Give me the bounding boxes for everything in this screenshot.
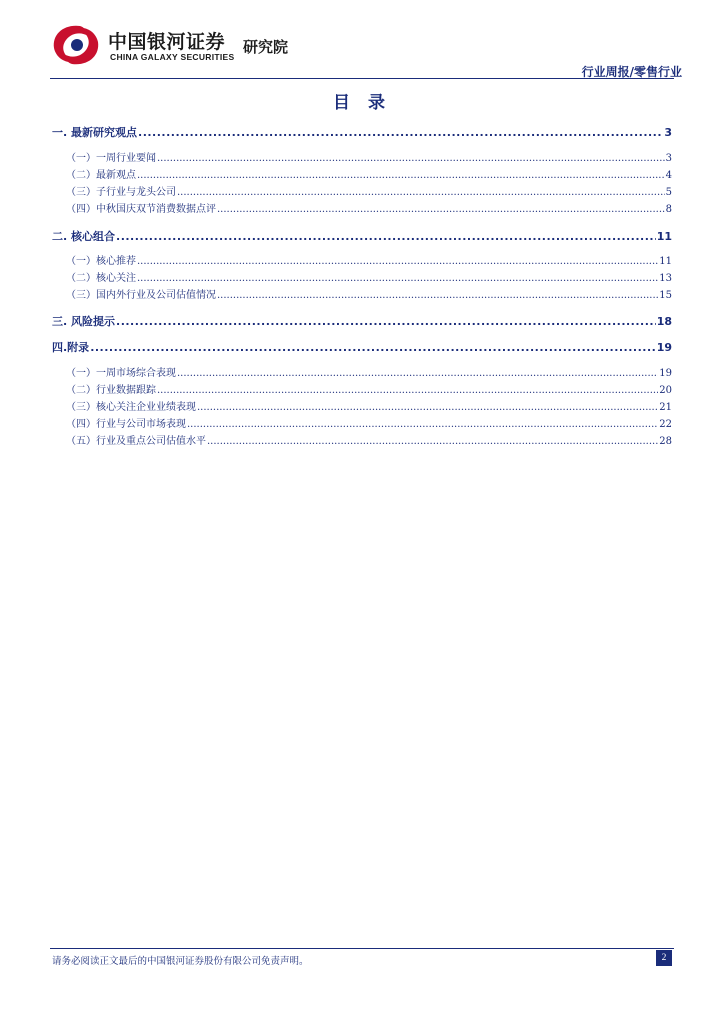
toc-entry[interactable] — [52, 230, 672, 244]
header-divider — [50, 78, 674, 79]
toc-entry-page: 15 — [659, 290, 672, 301]
institute-name: 研究院 — [243, 38, 289, 56]
galaxy-logo-icon — [50, 22, 102, 68]
toc-entry-page: 8 — [665, 204, 672, 215]
toc-entry-page: 13 — [659, 273, 672, 284]
toc-entry[interactable] — [52, 435, 672, 449]
toc-entry-page: 21 — [659, 402, 672, 413]
toc-leader-dots — [138, 126, 663, 140]
toc-entry-label: （四）中秋国庆双节消费数据点评 — [66, 204, 216, 215]
toc-entry-label: （五）行业及重点公司估值水平 — [66, 436, 206, 447]
toc-entry-page: 22 — [659, 419, 672, 430]
toc-entry[interactable] — [52, 272, 672, 286]
toc-leader-dots — [217, 289, 658, 303]
brand-name-cn: 中国银河证券 — [108, 31, 226, 53]
toc-entry[interactable] — [52, 169, 672, 183]
toc-entry[interactable] — [52, 418, 672, 432]
toc-entry-label: （一）一周行业要闻 — [66, 153, 156, 164]
toc-entry[interactable] — [52, 341, 672, 355]
toc-leader-dots — [137, 169, 665, 183]
toc-entry-page: 4 — [665, 170, 672, 181]
toc-title: 目 录 — [333, 93, 391, 113]
toc-entry[interactable] — [52, 384, 672, 398]
toc-entry-label: 四.附录 — [52, 341, 90, 354]
toc-entry-label: （三）子行业与龙头公司 — [66, 187, 176, 198]
toc-entry-page: 3 — [665, 153, 672, 164]
brand-name-en: CHINA GALAXY SECURITIES — [110, 52, 235, 62]
toc-entry-page: 20 — [659, 385, 672, 396]
toc-leader-dots — [137, 255, 658, 269]
toc-entry-label: 一. 最新研究观点 — [52, 126, 138, 139]
page-number: 2 — [656, 950, 672, 966]
toc-entry-label: （一）核心推荐 — [66, 256, 136, 267]
toc-entry-label: 三. 风险提示 — [52, 315, 116, 328]
toc-entry-label: （二）核心关注 — [66, 273, 136, 284]
toc-entry[interactable] — [52, 126, 672, 140]
toc-entry-label: （一）一周市场综合表现 — [66, 368, 176, 379]
toc-entry[interactable] — [52, 367, 672, 381]
toc-entry[interactable] — [52, 315, 672, 329]
toc-leader-dots — [116, 315, 656, 329]
toc-entry-label: （四）行业与公司市场表现 — [66, 419, 186, 430]
toc-entry-label: （三）核心关注企业业绩表现 — [66, 402, 196, 413]
toc-entry-label: （三）国内外行业及公司估值情况 — [66, 290, 216, 301]
toc-leader-dots — [90, 341, 656, 355]
toc-entry-page: 28 — [659, 436, 672, 447]
page-header — [0, 0, 724, 82]
toc-entry[interactable] — [52, 401, 672, 415]
toc-entry-label: 二. 核心组合 — [52, 230, 116, 243]
toc-entry-page: 3 — [664, 126, 672, 139]
toc-leader-dots — [177, 367, 658, 381]
toc-entry-page: 5 — [665, 187, 672, 198]
footer-disclaimer: 请务必阅读正文最后的中国银河证券股份有限公司免责声明。 — [52, 956, 309, 967]
toc-entry[interactable] — [52, 186, 672, 200]
toc-entry-label: （二）行业数据跟踪 — [66, 385, 156, 396]
toc-entry[interactable] — [52, 289, 672, 303]
toc-entry-page: 11 — [656, 230, 672, 243]
toc-leader-dots — [157, 152, 665, 166]
toc-entry-page: 19 — [656, 341, 672, 354]
toc-entry[interactable] — [52, 255, 672, 269]
toc-leader-dots — [197, 401, 658, 415]
toc-entry-page: 11 — [659, 256, 672, 267]
toc-entry-page: 19 — [659, 368, 672, 379]
toc-leader-dots — [116, 230, 656, 244]
report-type: 行业周报/零售行业 — [581, 65, 682, 79]
footer-divider — [50, 948, 674, 949]
toc-leader-dots — [187, 418, 658, 432]
toc-leader-dots — [157, 384, 658, 398]
toc-leader-dots — [137, 272, 658, 286]
toc-entry[interactable] — [52, 152, 672, 166]
toc-leader-dots — [207, 435, 658, 449]
toc-leader-dots — [217, 203, 665, 217]
toc-entry-label: （二）最新观点 — [66, 170, 136, 181]
toc-leader-dots — [177, 186, 665, 200]
toc-entry[interactable] — [52, 203, 672, 217]
toc-entry-page: 18 — [656, 315, 672, 328]
